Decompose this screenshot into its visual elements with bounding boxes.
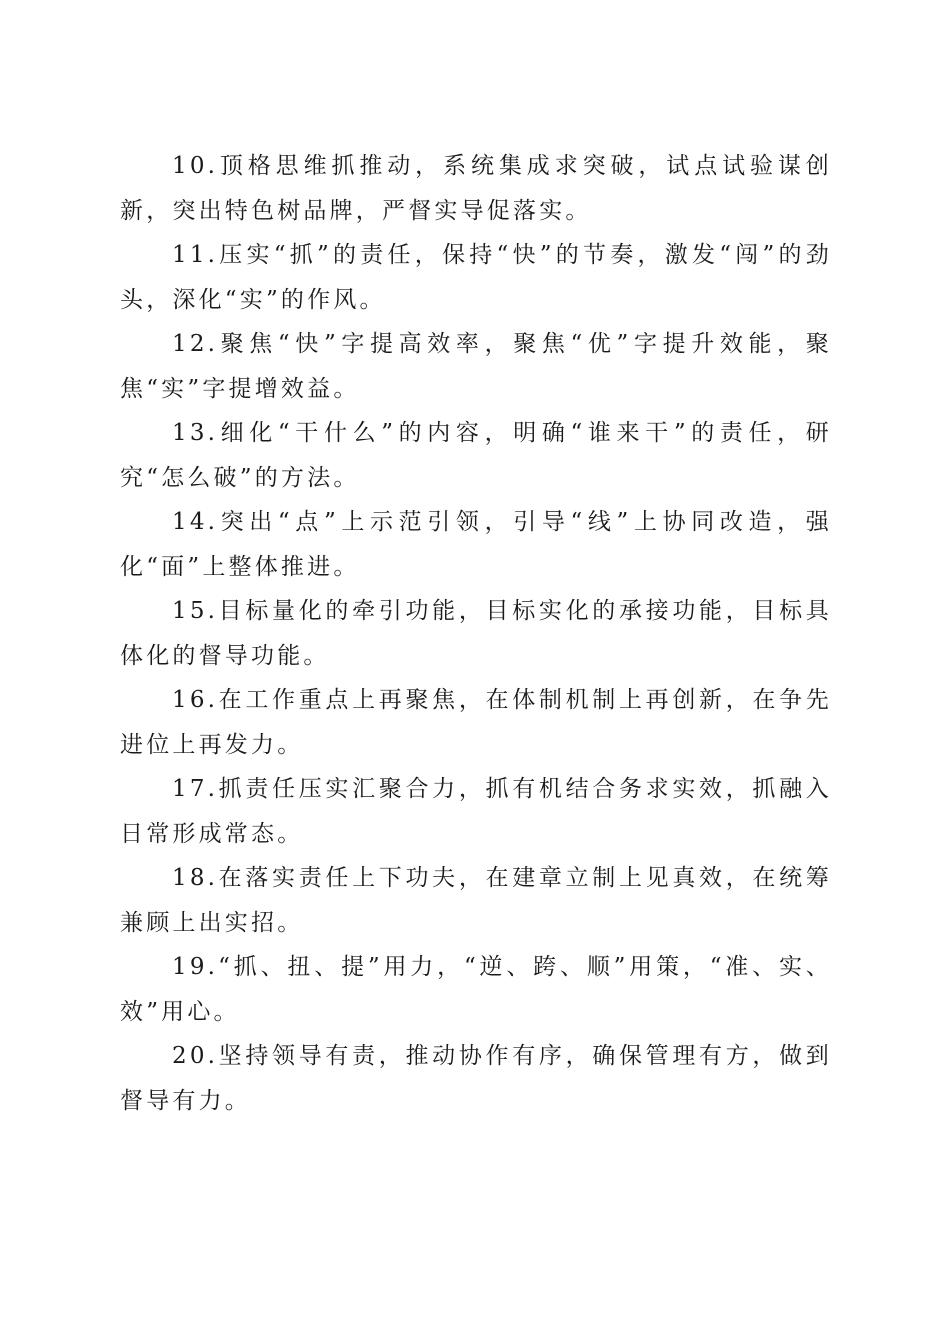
paragraph-18: 18.在落实责任上下功夫，在建章立制上见真效，在统筹兼顾上出实招。 (120, 865, 832, 936)
paragraph-16: 16.在工作重点上再聚焦，在体制机制上再创新，在争先进位上再发力。 (120, 687, 832, 758)
paragraph-13: 13.细化“干什么”的内容，明确“谁来干”的责任，研究“怎么破”的方法。 (120, 420, 832, 491)
paragraph-11: 11.压实“抓”的责任，保持“快”的节奏，激发“闯”的劲头，深化“实”的作风。 (120, 242, 832, 313)
paragraph-10: 10.顶格思维抓推动，系统集成求突破，试点试验谋创新，突出特色树品牌，严督实导促落实。 (120, 153, 832, 224)
paragraph-15: 15.目标量化的牵引功能，目标实化的承接功能，目标具体化的督导功能。 (120, 598, 832, 669)
document-body (120, 144, 832, 1123)
paragraph-20: 20.坚持领导有责，推动协作有序，确保管理有方，做到督导有力。 (120, 1043, 832, 1114)
paragraph-17: 17.抓责任压实汇聚合力，抓有机结合务求实效，抓融入日常形成常态。 (120, 776, 832, 847)
paragraph-19: 19.“抓、扭、提”用力，“逆、跨、顺”用策，“准、实、效”用心。 (120, 954, 832, 1025)
paragraph-12: 12.聚焦“快”字提高效率，聚焦“优”字提升效能，聚焦“实”字提增效益。 (120, 331, 832, 402)
paragraph-14: 14.突出“点”上示范引领，引导“线”上协同改造，强化“面”上整体推进。 (120, 509, 832, 580)
